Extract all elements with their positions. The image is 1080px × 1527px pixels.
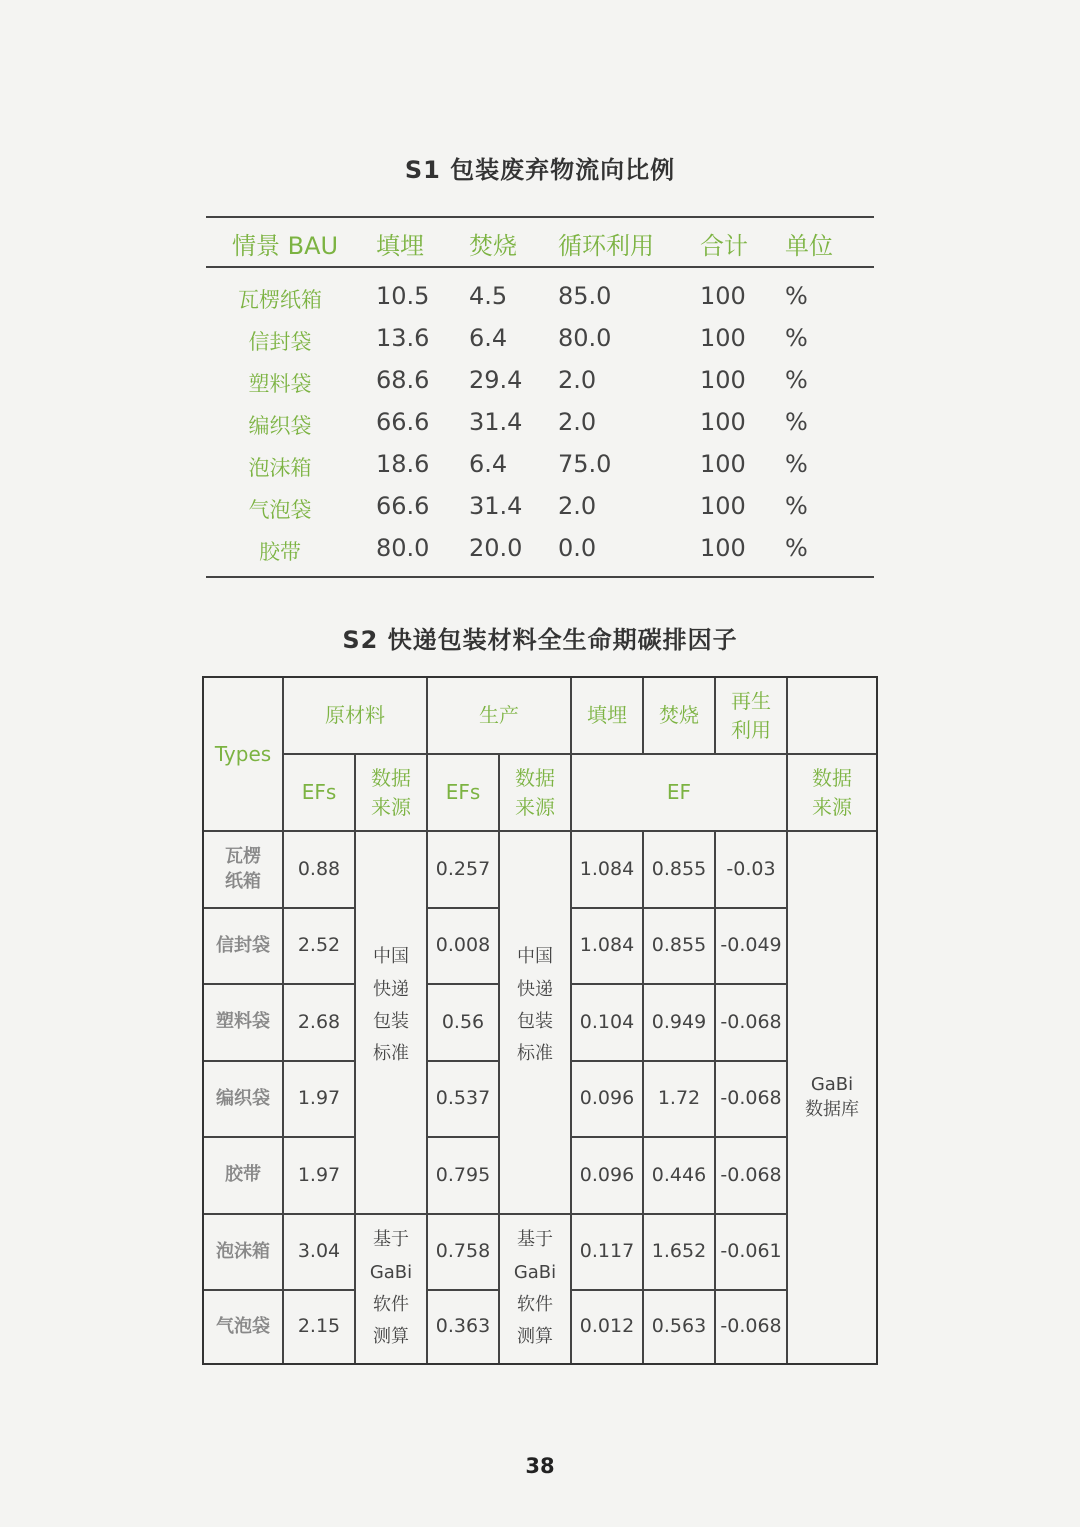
raw-ef-value: 2.52 <box>297 934 341 957</box>
table-row <box>206 360 874 402</box>
incinerate-value: 4.5 <box>469 282 508 310</box>
recycle-ef-value: -0.068 <box>720 1163 782 1186</box>
row-label: 信封袋 <box>248 330 312 354</box>
total-value: 100 <box>700 408 746 436</box>
source-text: 标准 <box>517 1043 553 1065</box>
row-label: 胶带 <box>259 540 301 564</box>
s1-header-unit: 单位 <box>785 232 833 260</box>
prod-ef-value: 0.257 <box>435 857 491 880</box>
source-text: 中国 <box>373 946 409 968</box>
source-text: 包装 <box>517 1011 553 1032</box>
total-value: 100 <box>700 450 746 478</box>
source-text: GaBi <box>369 1261 413 1283</box>
recycle-ef-value: -0.061 <box>720 1240 782 1263</box>
recycle-value: 75.0 <box>558 450 612 478</box>
production-header: 生产 <box>479 703 519 727</box>
row-label: 瓦楞纸箱 <box>238 288 322 312</box>
row-label: 泡沫箱 <box>248 456 312 480</box>
raw-source-standard <box>356 907 426 1137</box>
incinerate-ef-value: 0.855 <box>651 934 707 957</box>
prod-efs-header: EFs <box>445 780 481 804</box>
raw-source-header <box>356 755 426 830</box>
recycle-value: 85.0 <box>558 282 612 310</box>
s1-table <box>206 216 874 578</box>
table-row <box>206 402 874 444</box>
table-row <box>206 444 874 486</box>
landfill-value: 66.6 <box>376 408 430 436</box>
incinerate-value: 6.4 <box>469 450 508 478</box>
row-label: 编织袋 <box>248 414 312 438</box>
incinerate-ef-value: 0.446 <box>651 1163 707 1186</box>
row-label: 胶带 <box>225 1164 261 1186</box>
incinerate-ef-value: 1.72 <box>657 1087 701 1110</box>
landfill-ef-value: 0.104 <box>579 1010 635 1033</box>
landfill-ef-value: 0.096 <box>579 1163 635 1186</box>
landfill-value: 68.6 <box>376 366 430 394</box>
s1-header-landfill: 填埋 <box>376 232 424 260</box>
source-text: 数据库 <box>805 1098 859 1120</box>
unit-value: % <box>785 534 808 562</box>
raw-ef-value: 0.88 <box>297 857 341 880</box>
recycle-value: 2.0 <box>558 408 597 436</box>
recycle-ef-value: -0.068 <box>720 1010 782 1033</box>
prod-source-gabi <box>500 1215 570 1363</box>
landfill-value: 10.5 <box>376 282 430 310</box>
incinerate-ef-value: 0.949 <box>651 1010 707 1033</box>
source-text: 包装 <box>373 1011 409 1032</box>
recycle-value: 2.0 <box>558 366 597 394</box>
row-label: 气泡袋 <box>216 1315 270 1337</box>
recycle-ef-value: -0.03 <box>726 857 776 880</box>
row-label: 编织袋 <box>216 1087 270 1109</box>
unit-value: % <box>785 366 808 394</box>
source-text: 快递 <box>373 978 409 1000</box>
landfill-ef-value: 1.084 <box>579 934 635 957</box>
prod-ef-value: 0.363 <box>435 1315 491 1338</box>
landfill-value: 66.6 <box>376 492 430 520</box>
source-header-line1: 数据 <box>812 765 852 790</box>
types-header: Types <box>214 741 272 766</box>
incinerate-value: 20.0 <box>469 534 523 562</box>
total-value: 100 <box>700 366 746 394</box>
row-label: 信封袋 <box>216 934 270 956</box>
table-row <box>206 486 874 528</box>
raw-ef-value: 1.97 <box>297 1163 341 1186</box>
s1-header-incinerate: 焚烧 <box>469 232 517 260</box>
landfill-value: 13.6 <box>376 324 430 352</box>
landfill-ef-value: 0.012 <box>579 1315 635 1338</box>
s1-header-row <box>206 218 874 268</box>
total-value: 100 <box>700 534 746 562</box>
unit-value: % <box>785 282 808 310</box>
recycle-ef-value: -0.068 <box>720 1315 782 1338</box>
source-text: 标准 <box>373 1043 409 1065</box>
recycle-header-line2: 利用 <box>731 717 771 742</box>
recycle-header <box>716 678 786 753</box>
landfill-ef-value: 0.096 <box>579 1087 635 1110</box>
total-value: 100 <box>700 324 746 352</box>
landfill-value: 80.0 <box>376 534 430 562</box>
ef-header: EF <box>666 780 692 804</box>
prod-ef-value: 0.758 <box>435 1240 491 1263</box>
total-value: 100 <box>700 492 746 520</box>
prod-ef-value: 0.795 <box>435 1163 491 1186</box>
s1-header-recycle: 循环利用 <box>558 232 654 260</box>
row-label-line1: 瓦楞 <box>225 846 261 868</box>
raw-efs-header: EFs <box>301 780 337 804</box>
source-header-line1: 数据 <box>515 765 555 790</box>
recycle-ef-value: -0.068 <box>720 1087 782 1110</box>
raw-source-gabi <box>356 1215 426 1363</box>
table-row <box>206 528 874 570</box>
prod-ef-value: 0.008 <box>435 934 491 957</box>
source-header-line2: 来源 <box>371 794 411 819</box>
row-label: 气泡袋 <box>248 498 312 522</box>
source-text: 基于 <box>373 1229 409 1251</box>
prod-source-header <box>500 755 570 830</box>
s1-header-scenario: 情景 BAU <box>232 232 339 260</box>
incinerate-value: 29.4 <box>469 366 523 394</box>
source-text: 测算 <box>517 1326 553 1348</box>
recycle-ef-value: -0.049 <box>720 934 782 957</box>
raw-ef-value: 2.68 <box>297 1010 341 1033</box>
eol-source-header <box>788 755 876 830</box>
recycle-value: 2.0 <box>558 492 597 520</box>
source-text: 基于 <box>517 1229 553 1251</box>
raw-ef-value: 3.04 <box>297 1240 341 1263</box>
row-label-line2: 纸箱 <box>225 870 261 892</box>
row-label: 泡沫箱 <box>216 1240 270 1262</box>
incinerate-value: 6.4 <box>469 324 508 352</box>
incinerate-value: 31.4 <box>469 408 523 436</box>
prod-ef-value: 0.537 <box>435 1087 491 1110</box>
incinerate-header: 焚烧 <box>659 703 699 727</box>
s1-title: S1 包装废弃物流向比例 <box>404 156 676 184</box>
source-text: GaBi <box>810 1074 854 1096</box>
source-text: 软件 <box>517 1294 553 1315</box>
row-label <box>204 832 282 907</box>
source-text: GaBi <box>513 1261 557 1283</box>
prod-ef-value: 0.56 <box>441 1010 485 1033</box>
source-text: 测算 <box>373 1326 409 1348</box>
s2-title: S2 快递包装材料全生命期碳排因子 <box>342 626 738 654</box>
incinerate-ef-value: 1.652 <box>651 1240 707 1263</box>
row-label: 塑料袋 <box>248 372 312 396</box>
table-row <box>206 318 874 360</box>
prod-source-standard <box>500 907 570 1137</box>
s1-header-total: 合计 <box>700 232 748 260</box>
source-header-line1: 数据 <box>371 765 411 790</box>
source-text: 快递 <box>517 978 553 1000</box>
landfill-ef-value: 1.084 <box>579 857 635 880</box>
s2-table <box>202 676 878 1365</box>
eol-source-gabi-db <box>788 832 876 1363</box>
landfill-ef-value: 0.117 <box>579 1240 635 1263</box>
unit-value: % <box>785 492 808 520</box>
landfill-header: 填埋 <box>587 703 627 727</box>
unit-value: % <box>785 408 808 436</box>
unit-value: % <box>785 450 808 478</box>
source-header-line2: 来源 <box>812 794 852 819</box>
raw-material-header: 原材料 <box>325 703 385 727</box>
raw-ef-value: 2.15 <box>297 1315 341 1338</box>
recycle-value: 0.0 <box>558 534 597 562</box>
source-header-line2: 来源 <box>515 794 555 819</box>
source-text: 软件 <box>373 1294 409 1315</box>
unit-value: % <box>785 324 808 352</box>
recycle-header-line1: 再生 <box>731 688 771 713</box>
source-text: 中国 <box>517 946 553 968</box>
incinerate-ef-value: 0.563 <box>651 1315 707 1338</box>
raw-ef-value: 1.97 <box>297 1087 341 1110</box>
incinerate-value: 31.4 <box>469 492 523 520</box>
incinerate-ef-value: 0.855 <box>651 857 707 880</box>
row-label: 塑料袋 <box>216 1011 270 1033</box>
landfill-value: 18.6 <box>376 450 430 478</box>
recycle-value: 80.0 <box>558 324 612 352</box>
table-row <box>206 276 874 318</box>
total-value: 100 <box>700 282 746 310</box>
page-number: 38 <box>525 1454 555 1478</box>
